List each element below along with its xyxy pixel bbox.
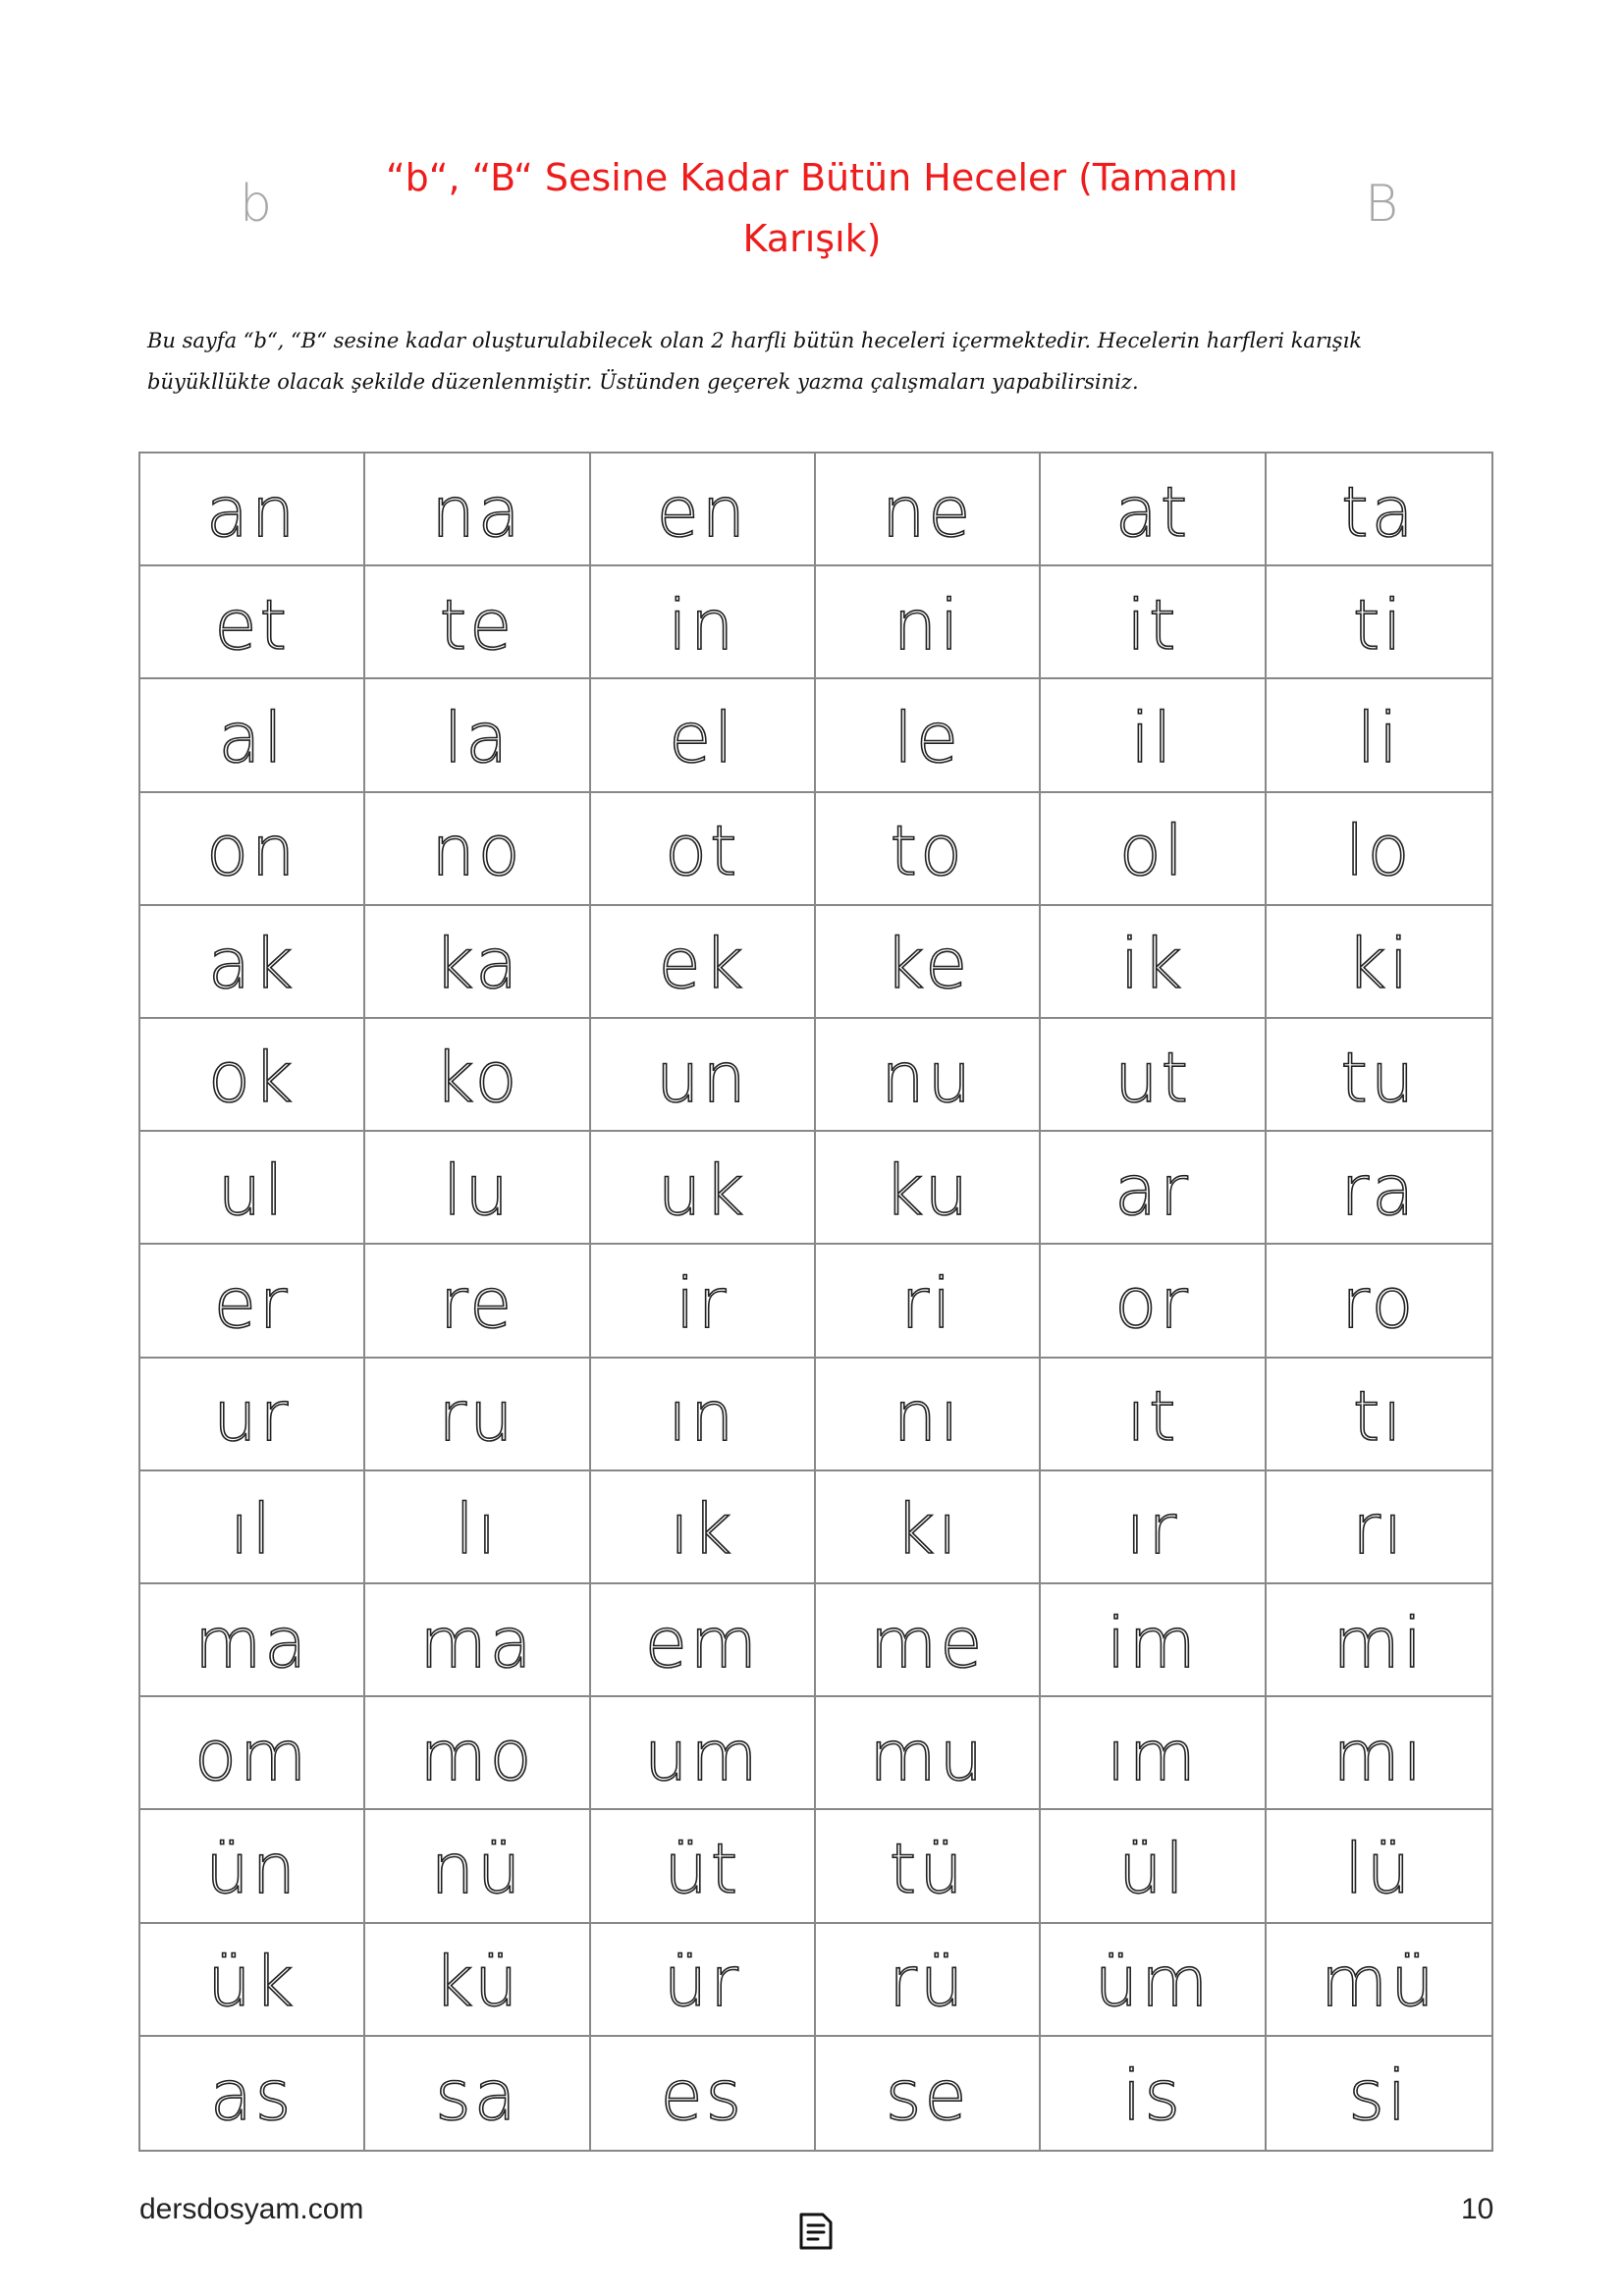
syllable-cell bbox=[365, 1924, 590, 2037]
syllable-cell bbox=[1041, 1584, 1266, 1697]
syllable-cell bbox=[1041, 1810, 1266, 1923]
syllable-text: ut bbox=[1114, 1037, 1191, 1118]
syllable-text: le bbox=[893, 697, 961, 778]
syllable-cell bbox=[591, 1019, 816, 1132]
syllable-cell bbox=[365, 906, 590, 1019]
syllable-cell bbox=[1267, 793, 1491, 906]
syllable-text: il bbox=[1130, 697, 1175, 778]
syllable-cell bbox=[816, 1245, 1041, 1358]
syllable-text: ne bbox=[881, 471, 974, 553]
syllable-text: om bbox=[194, 1715, 310, 1796]
syllable-text: um bbox=[644, 1715, 761, 1796]
page-number: 10 bbox=[1461, 2193, 1494, 2225]
syllable-cell bbox=[1267, 1471, 1491, 1584]
corner-letter-lowercase: b bbox=[240, 175, 273, 234]
syllable-text: ri bbox=[900, 1262, 954, 1344]
syllable-cell bbox=[591, 679, 816, 792]
syllable-text: ko bbox=[434, 1037, 520, 1118]
syllable-text: et bbox=[214, 584, 290, 666]
syllable-cell bbox=[591, 1810, 816, 1923]
corner-letter-uppercase: B bbox=[1365, 175, 1399, 234]
syllable-text: mo bbox=[419, 1715, 535, 1796]
syllable-text: al bbox=[218, 697, 286, 778]
syllable-cell bbox=[1041, 906, 1266, 1019]
syllable-text: ti bbox=[1352, 584, 1405, 666]
syllable-cell bbox=[365, 1245, 590, 1358]
syllable-text: ot bbox=[665, 811, 740, 892]
syllable-text: er bbox=[213, 1262, 291, 1344]
syllable-text: at bbox=[1114, 471, 1191, 553]
syllable-cell bbox=[140, 906, 365, 1019]
syllable-text: ek bbox=[658, 924, 747, 1005]
syllable-text: ık bbox=[670, 1489, 735, 1571]
syllable-text: nu bbox=[881, 1037, 975, 1118]
syllable-text: es bbox=[660, 2056, 745, 2137]
syllable-cell bbox=[1041, 1697, 1266, 1810]
syllable-cell bbox=[1041, 793, 1266, 906]
syllable-cell bbox=[591, 906, 816, 1019]
document-lines-icon bbox=[793, 2209, 839, 2254]
syllable-text: ın bbox=[668, 1376, 737, 1458]
syllable-cell bbox=[591, 2037, 816, 2150]
syllable-cell bbox=[365, 566, 590, 679]
syllable-text: ka bbox=[433, 924, 521, 1005]
syllable-text: ol bbox=[1118, 811, 1187, 892]
syllable-text: ma bbox=[194, 1602, 310, 1683]
syllable-cell bbox=[365, 1132, 590, 1245]
syllable-cell bbox=[816, 1584, 1041, 1697]
syllable-text: rı bbox=[1352, 1489, 1406, 1571]
syllable-text: ku bbox=[884, 1149, 972, 1231]
syllable-cell bbox=[591, 1584, 816, 1697]
syllable-text: ro bbox=[1341, 1262, 1417, 1344]
syllable-text: mü bbox=[1321, 1942, 1437, 2023]
syllable-text: ün bbox=[205, 1828, 299, 1909]
syllable-text: mu bbox=[869, 1715, 986, 1796]
syllable-text: lü bbox=[1344, 1828, 1414, 1909]
syllable-cell bbox=[365, 2037, 590, 2150]
syllable-cell bbox=[816, 1471, 1041, 1584]
syllable-cell bbox=[1267, 454, 1491, 566]
syllable-cell bbox=[140, 793, 365, 906]
syllable-cell bbox=[1041, 679, 1266, 792]
syllable-cell bbox=[140, 1810, 365, 1923]
syllable-cell bbox=[816, 454, 1041, 566]
syllable-text: üm bbox=[1094, 1942, 1212, 2023]
syllable-cell bbox=[365, 679, 590, 792]
syllable-cell bbox=[591, 1697, 816, 1810]
page-title: “b“, “B“ Sesine Kadar Bütün Heceler (Tamamı Karışık) bbox=[385, 156, 1239, 260]
syllable-cell bbox=[1041, 1132, 1266, 1245]
syllable-text: lu bbox=[443, 1149, 512, 1231]
syllable-text: kı bbox=[894, 1489, 960, 1571]
syllable-cell bbox=[591, 454, 816, 566]
syllable-text: ük bbox=[207, 1942, 298, 2023]
syllable-text: ni bbox=[893, 584, 962, 666]
syllable-cell bbox=[816, 1697, 1041, 1810]
syllable-cell bbox=[140, 1697, 365, 1810]
syllable-text: em bbox=[644, 1602, 760, 1683]
syllable-cell bbox=[816, 906, 1041, 1019]
syllable-text: rü bbox=[889, 1942, 967, 2023]
syllable-cell bbox=[1267, 906, 1491, 1019]
syllable-text: si bbox=[1348, 2056, 1410, 2137]
syllable-cell bbox=[1041, 566, 1266, 679]
syllable-text: ik bbox=[1119, 924, 1185, 1005]
syllable-cell bbox=[1267, 1584, 1491, 1697]
syllable-text: on bbox=[206, 811, 298, 892]
syllable-text: lo bbox=[1345, 811, 1413, 892]
syllable-cell bbox=[140, 1132, 365, 1245]
syllable-text: uk bbox=[657, 1149, 747, 1231]
syllable-text: ta bbox=[1341, 471, 1417, 553]
syllable-text: ıl bbox=[230, 1489, 275, 1571]
syllable-text: is bbox=[1122, 2056, 1183, 2137]
syllable-cell bbox=[1041, 454, 1266, 566]
syllable-cell bbox=[1267, 2037, 1491, 2150]
syllable-cell bbox=[1267, 1132, 1491, 1245]
syllable-text: no bbox=[431, 811, 523, 892]
syllable-cell bbox=[1267, 1697, 1491, 1810]
syllable-text: or bbox=[1114, 1262, 1191, 1344]
syllable-text: ir bbox=[676, 1262, 730, 1344]
syllable-cell bbox=[1267, 1019, 1491, 1132]
syllable-text: ul bbox=[217, 1149, 287, 1231]
syllable-cell bbox=[140, 1245, 365, 1358]
syllable-text: se bbox=[885, 2056, 970, 2137]
syllable-cell bbox=[365, 1359, 590, 1471]
syllable-text: üt bbox=[664, 1828, 741, 1909]
syllable-text: to bbox=[890, 811, 965, 892]
syllable-grid bbox=[138, 452, 1493, 2152]
syllable-text: li bbox=[1356, 697, 1401, 778]
syllable-cell bbox=[1267, 1245, 1491, 1358]
syllable-cell bbox=[816, 679, 1041, 792]
syllable-cell bbox=[1041, 1245, 1266, 1358]
syllable-text: un bbox=[655, 1037, 749, 1118]
syllable-text: ru bbox=[438, 1376, 516, 1458]
syllable-text: ül bbox=[1118, 1828, 1187, 1909]
syllable-cell bbox=[591, 1924, 816, 2037]
syllable-text: ür bbox=[663, 1942, 741, 2023]
syllable-text: me bbox=[870, 1602, 986, 1683]
syllable-text: an bbox=[206, 471, 298, 553]
syllable-text: ır bbox=[1125, 1489, 1180, 1571]
syllable-cell bbox=[591, 1132, 816, 1245]
syllable-text: ım bbox=[1107, 1715, 1199, 1796]
syllable-cell bbox=[140, 2037, 365, 2150]
syllable-cell bbox=[591, 1471, 816, 1584]
syllable-text: tı bbox=[1352, 1376, 1405, 1458]
syllable-cell bbox=[140, 1019, 365, 1132]
syllable-text: nü bbox=[430, 1828, 524, 1909]
syllable-cell bbox=[816, 1359, 1041, 1471]
syllable-text: en bbox=[656, 471, 749, 553]
syllable-text: nı bbox=[893, 1376, 962, 1458]
syllable-cell bbox=[140, 679, 365, 792]
syllable-cell bbox=[1041, 2037, 1266, 2150]
syllable-cell bbox=[1267, 1359, 1491, 1471]
syllable-text: te bbox=[439, 584, 515, 666]
syllable-cell bbox=[816, 2037, 1041, 2150]
syllable-cell bbox=[816, 1924, 1041, 2037]
syllable-cell bbox=[816, 793, 1041, 906]
syllable-text: ıt bbox=[1126, 1376, 1179, 1458]
syllable-text: ma bbox=[419, 1602, 535, 1683]
syllable-cell bbox=[140, 1471, 365, 1584]
syllable-cell bbox=[591, 793, 816, 906]
syllable-cell bbox=[591, 1359, 816, 1471]
syllable-cell bbox=[365, 1810, 590, 1923]
syllable-cell bbox=[365, 1697, 590, 1810]
syllable-text: na bbox=[431, 471, 523, 553]
syllable-cell bbox=[1041, 1924, 1266, 2037]
syllable-text: kü bbox=[433, 1942, 521, 2023]
syllable-cell bbox=[816, 1019, 1041, 1132]
syllable-text: as bbox=[209, 2056, 295, 2137]
syllable-cell bbox=[1267, 566, 1491, 679]
syllable-cell bbox=[140, 454, 365, 566]
syllable-text: im bbox=[1107, 1602, 1199, 1683]
syllable-cell bbox=[1041, 1471, 1266, 1584]
syllable-cell bbox=[816, 1132, 1041, 1245]
syllable-cell bbox=[140, 566, 365, 679]
syllable-text: mi bbox=[1332, 1602, 1426, 1683]
syllable-cell bbox=[1267, 1810, 1491, 1923]
syllable-cell bbox=[1041, 1359, 1266, 1471]
syllable-text: la bbox=[443, 697, 512, 778]
syllable-text: mı bbox=[1332, 1715, 1426, 1796]
syllable-text: ak bbox=[207, 924, 297, 1005]
syllable-cell bbox=[140, 1924, 365, 2037]
syllable-cell bbox=[140, 1359, 365, 1471]
syllable-text: in bbox=[668, 584, 737, 666]
syllable-cell bbox=[1041, 1019, 1266, 1132]
syllable-text: lı bbox=[455, 1489, 500, 1571]
syllable-cell bbox=[1267, 679, 1491, 792]
syllable-text: tü bbox=[889, 1828, 966, 1909]
syllable-text: tu bbox=[1340, 1037, 1418, 1118]
syllable-cell bbox=[140, 1584, 365, 1697]
syllable-text: ar bbox=[1114, 1149, 1191, 1231]
syllable-cell bbox=[591, 1245, 816, 1358]
intro-text: Bu sayfa “b“, “B“ sesine kadar oluşturulabilecek olan 2 harfli bütün heceleri içermektedir. Hecelerin harfleri karışık büyükllükte olacak şekilde düzenlenmiştir. Üstünden geçerek yazma çalışmaları yapabilirsiniz. bbox=[147, 329, 1362, 394]
syllable-text: re bbox=[439, 1262, 515, 1344]
syllable-cell bbox=[816, 566, 1041, 679]
syllable-text: ra bbox=[1340, 1149, 1418, 1231]
footer-site: dersdosyam.com bbox=[139, 2193, 364, 2225]
syllable-cell bbox=[591, 566, 816, 679]
syllable-text: ke bbox=[885, 924, 971, 1005]
syllable-text: ki bbox=[1346, 924, 1412, 1005]
syllable-cell bbox=[365, 793, 590, 906]
syllable-cell bbox=[365, 454, 590, 566]
syllable-cell bbox=[365, 1019, 590, 1132]
syllable-text: ok bbox=[207, 1037, 297, 1118]
syllable-cell bbox=[816, 1810, 1041, 1923]
syllable-text: it bbox=[1126, 584, 1179, 666]
syllable-cell bbox=[1267, 1924, 1491, 2037]
syllable-cell bbox=[365, 1584, 590, 1697]
syllable-text: sa bbox=[435, 2056, 519, 2137]
syllable-cell bbox=[365, 1471, 590, 1584]
syllable-text: ur bbox=[213, 1376, 292, 1458]
syllable-text: el bbox=[669, 697, 736, 778]
